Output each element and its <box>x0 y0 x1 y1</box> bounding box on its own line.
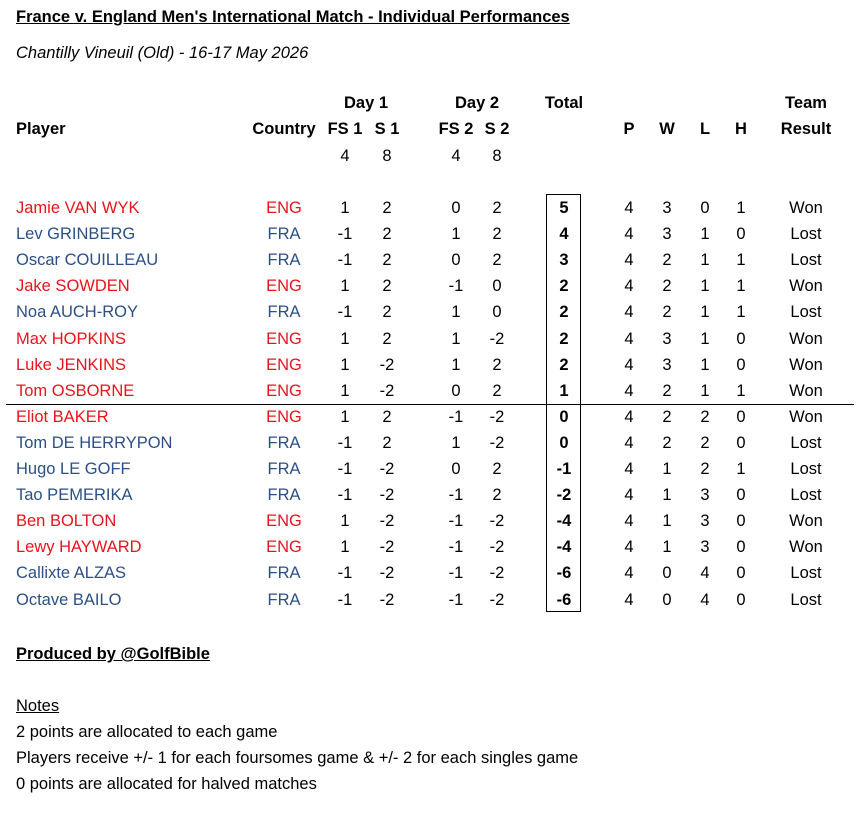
cell-l: 1 <box>700 303 710 322</box>
cell-total: -1 <box>556 460 572 478</box>
cell-l: 0 <box>700 199 710 217</box>
cell-fs2: 1 <box>451 329 461 348</box>
cell-name: Tom OSBORNE <box>16 381 135 400</box>
cell-w: 1 <box>662 460 672 478</box>
cell-p: 4 <box>624 303 634 322</box>
cell-w: 0 <box>662 564 672 583</box>
cell-country: FRA <box>267 303 301 322</box>
produced-by: Produced by @GolfBible <box>16 645 210 663</box>
cell-h: 0 <box>736 225 746 244</box>
cell-name: Luke JENKINS <box>16 355 127 374</box>
cell-fs1: 1 <box>340 329 350 348</box>
cell-p: 4 <box>624 355 634 374</box>
cell-s1: -2 <box>379 355 395 374</box>
cell-name: Tom DE HERRYPON <box>16 433 173 452</box>
cell-name: Jamie VAN WYK <box>16 199 140 217</box>
table-row <box>0 353 868 379</box>
cell-fs1: -1 <box>337 486 353 505</box>
cell-h: 0 <box>736 355 746 374</box>
cell-country: FRA <box>267 590 301 609</box>
header-s1: S 1 <box>374 120 400 138</box>
cell-fs2: -1 <box>448 407 464 426</box>
cell-fs2: -1 <box>448 538 464 557</box>
cell-fs1: -1 <box>337 303 353 322</box>
header-total: Total <box>544 94 584 112</box>
cell-name: Octave BAILO <box>16 590 122 609</box>
cell-s1: -2 <box>379 512 395 531</box>
cell-s2: -2 <box>489 538 505 557</box>
cell-s2: 2 <box>492 460 502 478</box>
header-day2: Day 2 <box>454 94 500 112</box>
cell-name: Lev GRINBERG <box>16 225 136 244</box>
header-p: P <box>623 120 635 138</box>
cell-fs1: 1 <box>340 199 350 217</box>
cell-l: 4 <box>700 590 710 609</box>
page-title: France v. England Men's International Match - Individual Performances <box>16 8 570 26</box>
cell-h: 1 <box>736 277 746 296</box>
cell-fs1: 1 <box>340 538 350 557</box>
header-fs1: FS 1 <box>327 120 363 138</box>
s2-points: 8 <box>492 147 502 165</box>
cell-s1: -2 <box>379 538 395 557</box>
cell-h: 1 <box>736 251 746 270</box>
cell-name: Oscar COUILLEAU <box>16 251 159 270</box>
table-row <box>0 327 868 353</box>
cell-fs1: 1 <box>340 381 350 400</box>
cell-l: 1 <box>700 277 710 296</box>
cell-h: 0 <box>736 329 746 348</box>
cell-h: 0 <box>736 590 746 609</box>
cell-country: FRA <box>267 564 301 583</box>
cell-fs2: 0 <box>451 199 461 217</box>
table-row <box>0 248 868 274</box>
cell-country: ENG <box>266 329 302 348</box>
cell-w: 1 <box>662 486 672 505</box>
cell-l: 3 <box>700 538 710 557</box>
cell-result: Won <box>789 538 823 557</box>
cell-total: 1 <box>559 381 569 400</box>
cell-total: 0 <box>559 407 569 426</box>
cell-p: 4 <box>624 433 634 452</box>
cell-fs2: 1 <box>451 303 461 322</box>
cell-w: 2 <box>662 303 672 322</box>
cell-fs2: -1 <box>448 564 464 583</box>
cell-s2: 2 <box>492 355 502 374</box>
cell-total: 2 <box>559 329 569 348</box>
cell-h: 0 <box>736 433 746 452</box>
cell-name: Tao PEMERIKA <box>16 486 133 505</box>
cell-name: Eliot BAKER <box>16 407 109 426</box>
cell-p: 4 <box>624 460 634 478</box>
cell-result: Lost <box>790 251 822 270</box>
cell-p: 4 <box>624 538 634 557</box>
cell-total: 2 <box>559 277 569 296</box>
table-row <box>0 196 868 222</box>
cell-name: Noa AUCH-ROY <box>16 303 138 322</box>
cell-fs1: 1 <box>340 277 350 296</box>
cell-s1: 2 <box>382 433 392 452</box>
cell-fs2: 1 <box>451 225 461 244</box>
cell-fs1: -1 <box>337 460 353 478</box>
cell-p: 4 <box>624 329 634 348</box>
cell-country: FRA <box>267 486 301 505</box>
cell-h: 0 <box>736 564 746 583</box>
cut-divider <box>6 404 854 405</box>
cell-s1: -2 <box>379 564 395 583</box>
cell-s2: 2 <box>492 199 502 217</box>
cell-country: FRA <box>267 225 301 244</box>
s1-points: 8 <box>382 147 392 165</box>
table-row <box>0 222 868 248</box>
cell-h: 0 <box>736 407 746 426</box>
cell-name: Max HOPKINS <box>16 329 127 348</box>
cell-total: -4 <box>556 538 572 557</box>
cell-name: Hugo LE GOFF <box>16 460 131 478</box>
cell-result: Won <box>789 381 823 400</box>
notes-heading: Notes <box>16 697 60 715</box>
cell-result: Lost <box>790 590 822 609</box>
cell-s2: -2 <box>489 433 505 452</box>
cell-l: 1 <box>700 225 710 244</box>
header-h: H <box>735 120 747 138</box>
cell-l: 4 <box>700 564 710 583</box>
header-team: Team <box>785 94 827 112</box>
cell-p: 4 <box>624 381 634 400</box>
cell-h: 1 <box>736 381 746 400</box>
cell-l: 1 <box>700 381 710 400</box>
cell-result: Lost <box>790 433 822 452</box>
header-country: Country <box>252 120 316 138</box>
header-l: L <box>699 120 711 138</box>
cell-fs2: -1 <box>448 512 464 531</box>
cell-name: Lewy HAYWARD <box>16 538 142 557</box>
cell-fs1: -1 <box>337 433 353 452</box>
cell-h: 1 <box>736 199 746 217</box>
cell-result: Lost <box>790 486 822 505</box>
cell-fs2: 1 <box>451 433 461 452</box>
cell-name: Ben BOLTON <box>16 512 117 531</box>
cell-h: 1 <box>736 303 746 322</box>
cell-p: 4 <box>624 590 634 609</box>
cell-fs1: 1 <box>340 512 350 531</box>
cell-s2: 2 <box>492 381 502 400</box>
cell-country: FRA <box>267 251 301 270</box>
cell-h: 0 <box>736 538 746 557</box>
cell-total: 4 <box>559 225 569 244</box>
cell-fs2: -1 <box>448 590 464 609</box>
cell-p: 4 <box>624 564 634 583</box>
table-row <box>0 535 868 561</box>
table-row <box>0 405 868 431</box>
header-s2: S 2 <box>484 120 510 138</box>
table-row <box>0 457 868 483</box>
cell-s1: 2 <box>382 251 392 270</box>
cell-s1: 2 <box>382 199 392 217</box>
cell-name: Jake SOWDEN <box>16 277 130 296</box>
cell-country: FRA <box>267 460 301 478</box>
cell-country: ENG <box>266 512 302 531</box>
cell-s2: 2 <box>492 486 502 505</box>
cell-w: 2 <box>662 407 672 426</box>
cell-country: FRA <box>267 433 301 452</box>
cell-result: Won <box>789 355 823 374</box>
cell-w: 3 <box>662 329 672 348</box>
cell-w: 2 <box>662 277 672 296</box>
cell-l: 1 <box>700 355 710 374</box>
note-line: 0 points are allocated for halved matches <box>16 775 317 793</box>
table-row <box>0 588 868 614</box>
cell-name: Callixte ALZAS <box>16 564 127 583</box>
cell-p: 4 <box>624 199 634 217</box>
cell-fs1: 1 <box>340 407 350 426</box>
header-day1: Day 1 <box>343 94 389 112</box>
cell-s1: -2 <box>379 381 395 400</box>
cell-fs2: 0 <box>451 251 461 270</box>
cell-country: ENG <box>266 381 302 400</box>
cell-s2: 0 <box>492 277 502 296</box>
header-fs2: FS 2 <box>438 120 474 138</box>
cell-p: 4 <box>624 225 634 244</box>
cell-fs1: -1 <box>337 225 353 244</box>
fs2-points: 4 <box>451 147 461 165</box>
cell-s1: -2 <box>379 590 395 609</box>
cell-fs1: 1 <box>340 355 350 374</box>
cell-s2: -2 <box>489 329 505 348</box>
cell-s1: 2 <box>382 303 392 322</box>
cell-w: 1 <box>662 538 672 557</box>
cell-w: 3 <box>662 199 672 217</box>
cell-w: 2 <box>662 433 672 452</box>
cell-s1: -2 <box>379 460 395 478</box>
cell-w: 1 <box>662 512 672 531</box>
cell-l: 2 <box>700 433 710 452</box>
cell-result: Lost <box>790 460 822 478</box>
cell-total: -6 <box>556 590 572 609</box>
cell-total: 5 <box>559 199 569 217</box>
cell-p: 4 <box>624 277 634 296</box>
table-row <box>0 300 868 326</box>
cell-s1: -2 <box>379 486 395 505</box>
cell-s1: 2 <box>382 407 392 426</box>
cell-h: 0 <box>736 486 746 505</box>
cell-result: Won <box>789 199 823 217</box>
note-line: Players receive +/- 1 for each foursomes game & +/- 2 for each singles game <box>16 749 579 767</box>
cell-w: 0 <box>662 590 672 609</box>
cell-s2: 2 <box>492 251 502 270</box>
header-w: W <box>659 120 675 138</box>
header-result: Result <box>780 120 832 138</box>
cell-p: 4 <box>624 512 634 531</box>
cell-l: 3 <box>700 512 710 531</box>
cell-result: Won <box>789 329 823 348</box>
cell-l: 3 <box>700 486 710 505</box>
cell-result: Lost <box>790 303 822 322</box>
page-subtitle: Chantilly Vineuil (Old) - 16-17 May 2026 <box>16 44 309 62</box>
cell-fs1: -1 <box>337 251 353 270</box>
table-row <box>0 509 868 535</box>
cell-p: 4 <box>624 407 634 426</box>
cell-fs2: 0 <box>451 381 461 400</box>
table-row <box>0 431 868 457</box>
cell-total: 0 <box>559 433 569 452</box>
cell-result: Won <box>789 512 823 531</box>
cell-total: -6 <box>556 564 572 583</box>
table-row <box>0 274 868 300</box>
cell-s1: 2 <box>382 329 392 348</box>
table-row <box>0 561 868 587</box>
cell-country: ENG <box>266 407 302 426</box>
cell-fs1: -1 <box>337 564 353 583</box>
cell-country: ENG <box>266 199 302 217</box>
cell-h: 0 <box>736 512 746 531</box>
cell-result: Lost <box>790 564 822 583</box>
cell-s2: 2 <box>492 225 502 244</box>
cell-total: -4 <box>556 512 572 531</box>
cell-w: 2 <box>662 381 672 400</box>
cell-total: 2 <box>559 355 569 374</box>
table-row <box>0 379 868 405</box>
cell-w: 3 <box>662 225 672 244</box>
cell-s1: 2 <box>382 225 392 244</box>
cell-w: 2 <box>662 251 672 270</box>
cell-country: ENG <box>266 277 302 296</box>
cell-s2: -2 <box>489 590 505 609</box>
cell-total: 2 <box>559 303 569 322</box>
cell-h: 1 <box>736 460 746 478</box>
cell-result: Won <box>789 277 823 296</box>
cell-p: 4 <box>624 251 634 270</box>
cell-fs2: 1 <box>451 355 461 374</box>
cell-fs2: -1 <box>448 486 464 505</box>
cell-fs2: 0 <box>451 460 461 478</box>
cell-country: ENG <box>266 355 302 374</box>
cell-s2: -2 <box>489 564 505 583</box>
cell-s2: -2 <box>489 512 505 531</box>
cell-l: 1 <box>700 251 710 270</box>
cell-fs1: -1 <box>337 590 353 609</box>
cell-result: Lost <box>790 225 822 244</box>
cell-result: Won <box>789 407 823 426</box>
cell-s2: 0 <box>492 303 502 322</box>
cell-s1: 2 <box>382 277 392 296</box>
cell-total: -2 <box>556 486 572 505</box>
cell-l: 2 <box>700 460 710 478</box>
cell-l: 1 <box>700 329 710 348</box>
cell-fs2: -1 <box>448 277 464 296</box>
cell-p: 4 <box>624 486 634 505</box>
cell-s2: -2 <box>489 407 505 426</box>
header-player: Player <box>16 120 66 138</box>
cell-l: 2 <box>700 407 710 426</box>
note-line: 2 points are allocated to each game <box>16 723 278 741</box>
fs1-points: 4 <box>340 147 350 165</box>
cell-country: ENG <box>266 538 302 557</box>
cell-w: 3 <box>662 355 672 374</box>
cell-total: 3 <box>559 251 569 270</box>
table-row <box>0 483 868 509</box>
